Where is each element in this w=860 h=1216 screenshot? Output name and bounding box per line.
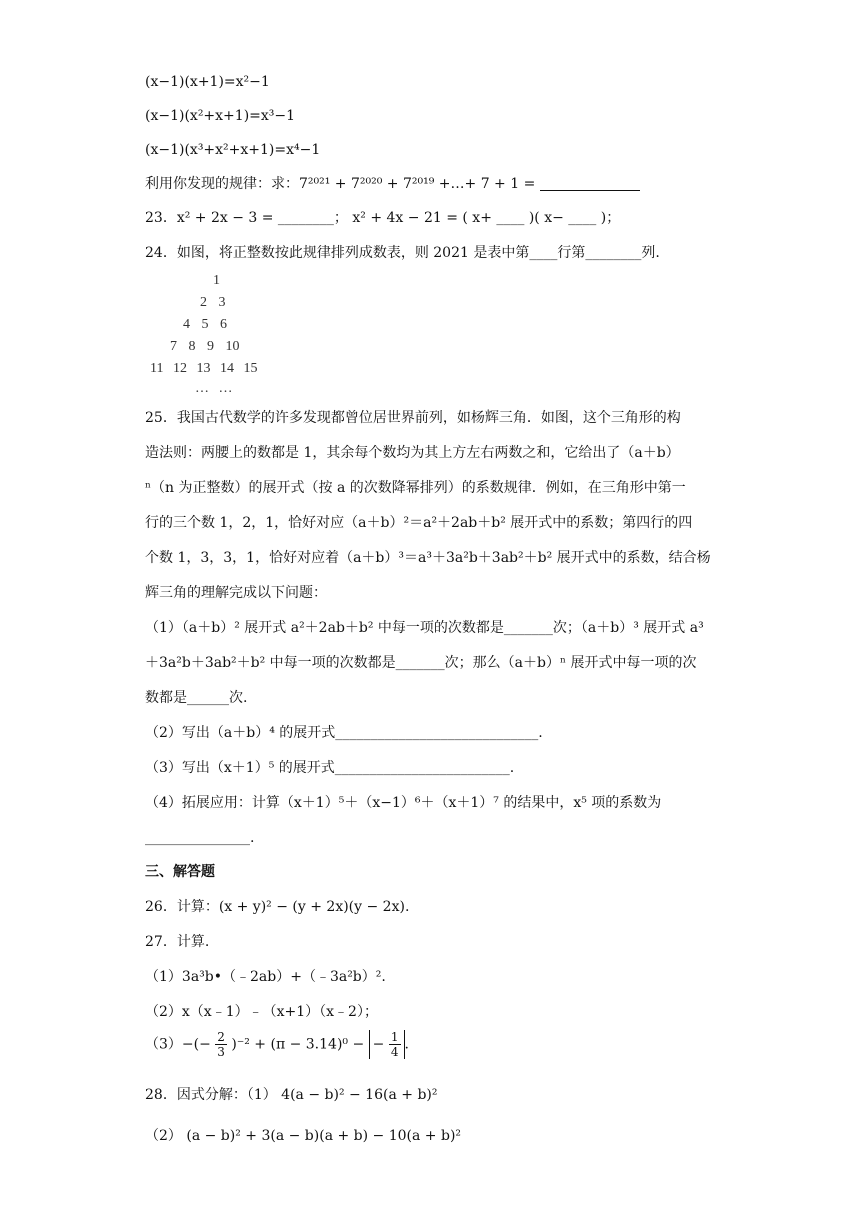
q25-sub-1c: 数都是______次. [145,690,248,706]
fraction-one-quarter [389,1030,401,1059]
fraction-denominator: 3 [217,1045,225,1059]
q25-sub-2: （2）写出（a＋b）⁴ 的展开式_____________________________. [145,725,543,741]
section-title: 三、解答题 [145,864,215,880]
pattern-line-3: (x−1)(x³+x²+x+1)=x⁴−1 [145,142,321,158]
q28-sub-2: （2） (a − b)² + 3(a − b)(a + b) − 10(a + b)² [145,1128,462,1144]
pattern-question [145,174,640,194]
pattern-line-1: (x−1)(x+1)=x²−1 [145,74,270,90]
fraction-two-thirds [215,1030,227,1059]
q25-sub-4-blank: _______________. [145,830,255,846]
question-23: 23．x² + 2x − 3 = ________； x² + 4x − 21 = ( x+ ____ )( x− ____ )； [145,210,621,226]
q27-sub-3-end: . [404,1036,409,1053]
fraction-numerator: 2 [217,1030,225,1044]
q25-sub-3: （3）写出（x＋1）⁵ 的展开式_________________________. [145,760,515,776]
q25-sub-1b: ＋3a²b＋3ab²＋b² 中每一项的次数都是_______次；那么（a＋b）ⁿ 展开式中每一项的次 [145,655,697,671]
pattern-line-2: (x−1)(x²+x+1)=x³−1 [145,108,296,124]
question-24: 24．如图，将正整数按此规律排列成数表，则 2021 是表中第____行第________列. [145,245,660,261]
triangle-row-6: … … [195,381,233,396]
question-26: 26．计算：(x + y)² − (y + 2x)(y − 2x). [145,899,410,915]
q25-text-6: 辉三角的理解完成以下问题： [145,585,327,601]
triangle-row-4: 7 8 9 10 [170,339,240,354]
q25-text-5: 个数 1，3，3，1，恰好对应着（a＋b）³＝a³＋3a²b＋3ab²＋b² 展开式中的系数，结合杨 [145,550,711,566]
q27-sub-3 [145,1030,409,1059]
triangle-row-2: 2 3 [200,295,226,310]
q25-text-2: 造法则：两腰上的数都是 1，其余每个数均为其上方左右两数之和，它给出了（a＋b） [145,445,680,461]
abs-sign: − [372,1036,385,1053]
q27-sub-1: （1）3a³b•（﹣2ab）+（﹣3a²b）². [145,969,386,985]
triangle-row-5: 11 12 13 14 15 [150,361,258,376]
q27-head: 27．计算. [145,934,210,950]
q27-sub-3-middle: )⁻² + (π − 3.14)⁰ − [231,1036,365,1053]
q28-sub-1: 28．因式分解：（1） 4(a − b)² − 16(a + b)² [145,1087,438,1103]
triangle-row-3: 4 5 6 [183,317,227,332]
absolute-value [369,1030,405,1059]
q27-sub-2: （2）x（x﹣1）﹣（x+1）（x﹣2）； [145,1004,378,1020]
q27-sub-3-prefix: （3）−(− [145,1036,211,1053]
fraction-numerator: 1 [390,1030,399,1044]
q25-text-3: ⁿ（n 为正整数）的展开式（按 a 的次数降幂排列）的系数规律．例如，在三角形中第一 [145,480,686,496]
q25-text-4: 行的三个数 1，2，1，恰好对应（a＋b）²＝a²＋2ab＋b² 展开式中的系数；第四行的四 [145,515,693,531]
answer-blank[interactable] [540,176,640,191]
pattern-question-text: 利用你发现的规律：求：7²⁰²¹ + 7²⁰²⁰ + 7²⁰¹⁹ +…+ 7 + 1 = [145,176,536,192]
triangle-row-1: 1 [213,273,220,288]
q25-sub-4: （4）拓展应用：计算（x＋1）⁵＋（x−1）⁶＋（x＋1）⁷ 的结果中，x⁵ 项的系数为 [145,795,662,811]
q25-text-1: 25．我国古代数学的许多发现都曾位居世界前列，如杨辉三角．如图，这个三角形的构 [145,410,681,426]
q25-sub-1a: （1）（a＋b）² 展开式 a²＋2ab＋b² 中每一项的次数都是_______次；（a＋b）³ 展开式 a³ [145,620,704,636]
fraction-denominator: 4 [390,1045,399,1059]
